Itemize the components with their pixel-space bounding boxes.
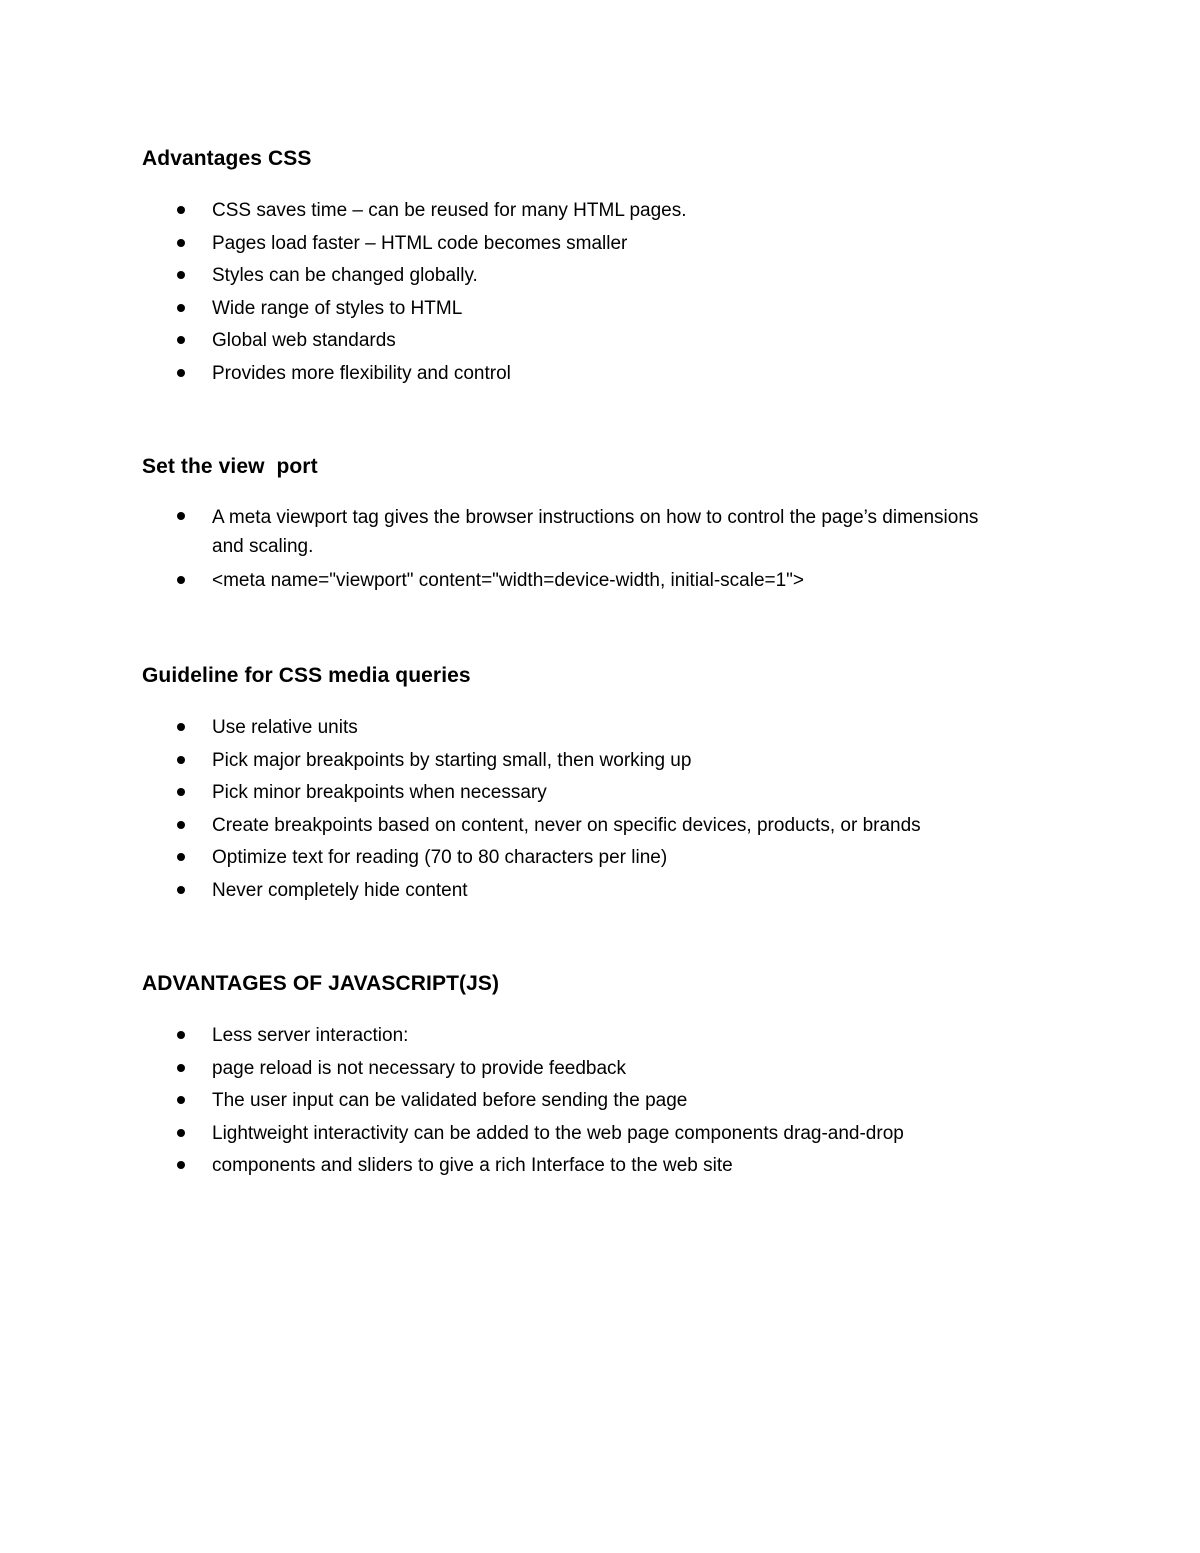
list-item (142, 1020, 1042, 1053)
list-item (142, 325, 1042, 358)
list-item-text: Create breakpoints based on content, never on specific devices, products, or brands (212, 814, 921, 836)
list-item-text: Optimize text for reading (70 to 80 characters per line) (212, 847, 668, 868)
list-item (142, 777, 1042, 810)
list-item-text: Pages load faster – HTML code becomes smaller (212, 232, 628, 254)
bullet-icon (177, 1096, 185, 1104)
list-item-text: Less server interaction: (212, 1025, 409, 1046)
bullet-icon (177, 336, 185, 344)
bullet-icon (177, 723, 185, 731)
section-heading: Set the view port (142, 455, 318, 478)
list-item-text: components and sliders to give a rich Interface to the web site (212, 1155, 733, 1176)
bullet-icon (177, 206, 185, 214)
bullet-icon (177, 821, 185, 829)
bullet-icon (177, 853, 185, 861)
list-item (142, 503, 1012, 561)
list-item-text: Lightweight interactivity can be added to the web page components drag-and-drop (212, 1122, 904, 1144)
list-item (142, 712, 1042, 745)
list-item (142, 565, 1042, 598)
bullet-icon (177, 1031, 185, 1039)
bullet-list (142, 1020, 1042, 1183)
list-item (142, 260, 1042, 293)
list-item (142, 745, 1042, 778)
section-heading: Guideline for CSS media queries (142, 664, 471, 687)
list-item-text: Global web standards (212, 330, 396, 351)
bullet-icon (177, 576, 185, 584)
list-item-text: CSS saves time – can be reused for many HTML pages. (212, 200, 687, 221)
bullet-icon (177, 1064, 185, 1072)
bullet-list (142, 503, 1042, 597)
bullet-icon (177, 886, 185, 894)
list-item (142, 195, 1042, 228)
list-item (142, 1085, 1042, 1118)
list-item (142, 358, 1042, 391)
bullet-icon (177, 512, 185, 520)
list-item (142, 842, 1042, 875)
list-item (142, 1053, 1042, 1086)
list-item-text: Never completely hide content (212, 879, 468, 901)
bullet-icon (177, 304, 185, 312)
list-item (142, 1150, 1042, 1183)
list-item (142, 1118, 1042, 1151)
bullet-icon (177, 1161, 185, 1169)
list-item-text: Pick major breakpoints by starting small, then working up (212, 749, 692, 771)
list-item-text: page reload is not necessary to provide feedback (212, 1057, 627, 1079)
list-item-text: Styles can be changed globally. (212, 265, 478, 286)
section-set-viewport (142, 453, 1042, 597)
list-item (142, 293, 1042, 326)
list-item-text: Wide range of styles to HTML (212, 297, 463, 319)
section-heading: Advantages CSS (142, 147, 312, 170)
list-item-text: <meta name="viewport" content="width=device-width, initial-scale=1"> (212, 569, 805, 591)
list-item-text: A meta viewport tag gives the browser instructions on how to control the page’s dimensions and scaling. (212, 507, 979, 557)
section-media-queries (142, 662, 1042, 907)
bullet-icon (177, 271, 185, 279)
bullet-icon (177, 756, 185, 764)
list-item-text: Provides more flexibility and control (212, 362, 511, 384)
section-heading: ADVANTAGES OF JAVASCRIPT(JS) (142, 972, 500, 995)
bullet-icon (177, 1129, 185, 1137)
list-item-text: Pick minor breakpoints when necessary (212, 782, 547, 803)
bullet-icon (177, 788, 185, 796)
list-item (142, 228, 1042, 261)
list-item (142, 810, 1042, 843)
bullet-icon (177, 239, 185, 247)
list-item-text: The user input can be validated before sending the page (212, 1090, 688, 1111)
section-advantages-js (142, 970, 1042, 1183)
bullet-list (142, 712, 1042, 907)
section-advantages-css (142, 145, 1042, 390)
list-item-text: Use relative units (212, 717, 358, 738)
list-item (142, 875, 1042, 908)
bullet-icon (177, 369, 185, 377)
bullet-list (142, 195, 1042, 390)
